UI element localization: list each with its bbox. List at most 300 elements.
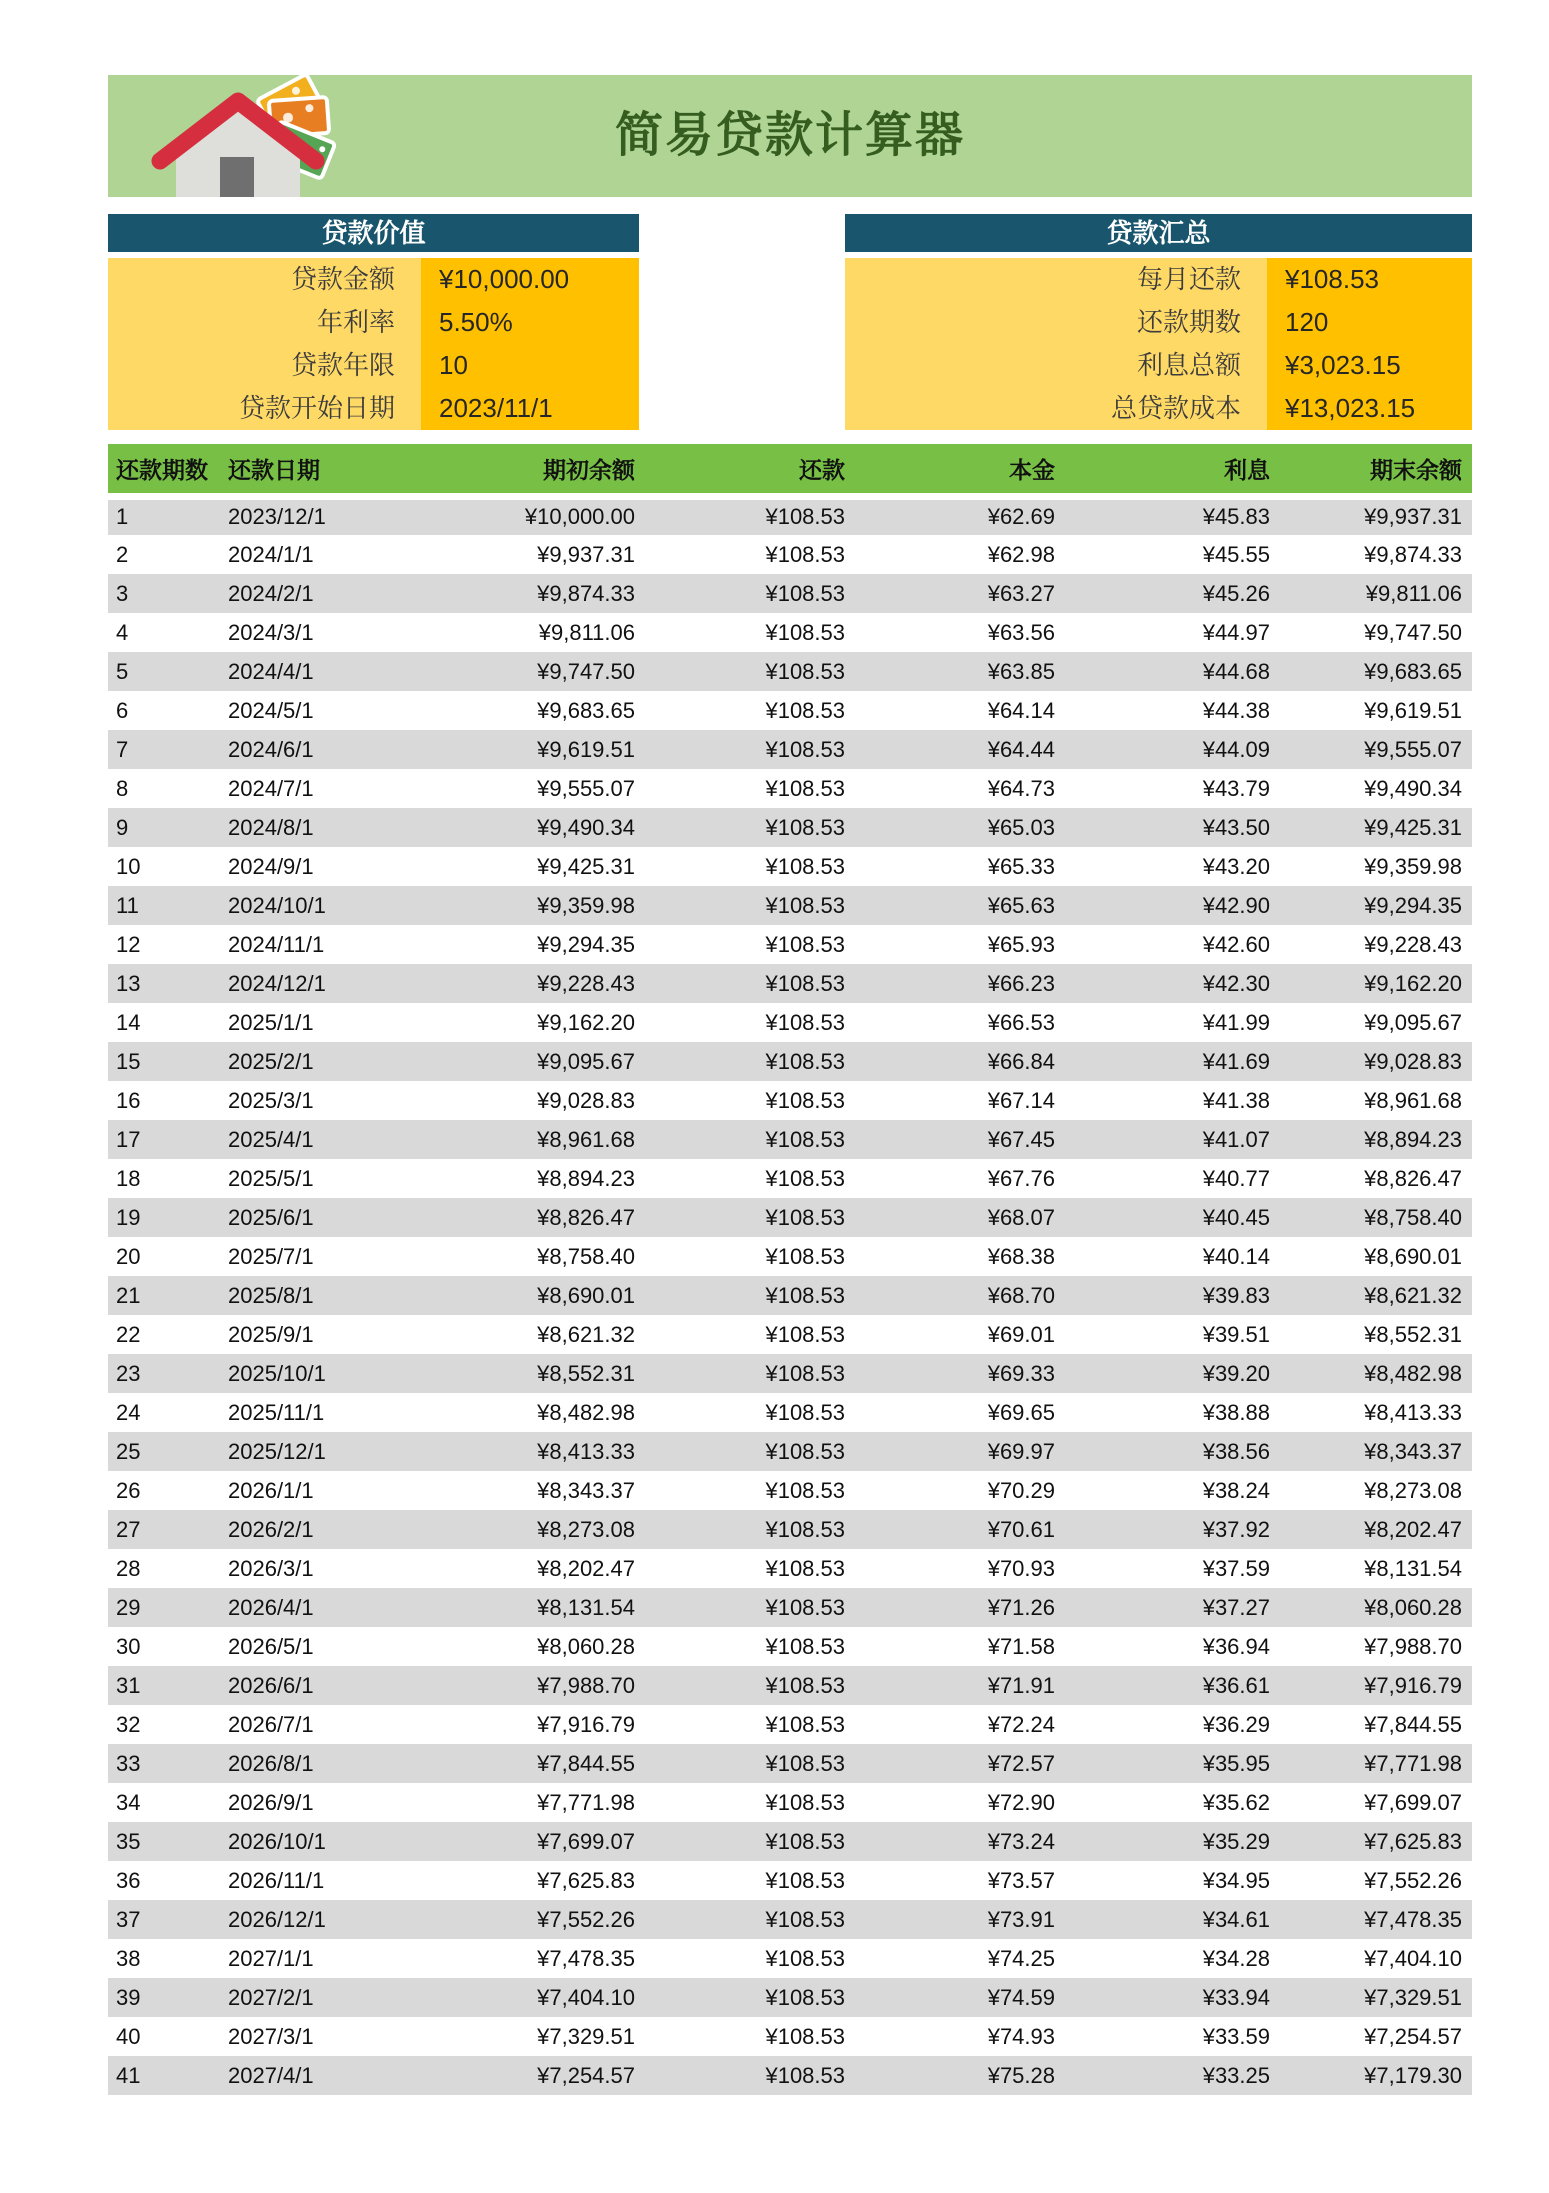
- cell-interest: ¥34.95: [1202, 1867, 1270, 1893]
- cell-ending-balance: ¥8,961.68: [1364, 1087, 1462, 1113]
- table-row: [108, 2017, 1472, 2056]
- cell-ending-balance: ¥9,162.20: [1364, 970, 1462, 996]
- cell-payment: ¥108.53: [765, 697, 845, 723]
- table-row: [108, 1315, 1472, 1354]
- table-row: [108, 1705, 1472, 1744]
- table-row: [108, 964, 1472, 1003]
- loan-summary-table: [845, 214, 1472, 430]
- cell-payment: ¥108.53: [765, 619, 845, 645]
- cell-principal: ¥71.91: [987, 1672, 1055, 1698]
- cell-beginning-balance: ¥7,988.70: [537, 1672, 635, 1698]
- cell-date: 2025/10/1: [228, 1360, 326, 1386]
- table-row: [108, 1939, 1472, 1978]
- table-row: [108, 574, 1472, 613]
- cell-payment: ¥108.53: [765, 1945, 845, 1971]
- cell-payment: ¥108.53: [765, 1438, 845, 1464]
- cell-principal: ¥70.93: [987, 1555, 1055, 1581]
- cell-ending-balance: ¥8,131.54: [1364, 1555, 1462, 1581]
- cell-period: 30: [116, 1633, 141, 1659]
- cell-principal: ¥72.57: [987, 1750, 1055, 1776]
- cell-principal: ¥70.61: [987, 1516, 1055, 1542]
- cell-period: 13: [116, 970, 141, 996]
- cell-payment: ¥108.53: [765, 931, 845, 957]
- cell-date: 2026/6/1: [228, 1672, 314, 1698]
- table-row: [108, 1549, 1472, 1588]
- cell-beginning-balance: ¥8,060.28: [537, 1633, 635, 1659]
- cell-ending-balance: ¥7,179.30: [1364, 2062, 1462, 2088]
- num-payments-label: 还款期数: [845, 301, 1267, 344]
- cell-period: 5: [116, 658, 129, 684]
- cell-payment: ¥108.53: [765, 1594, 845, 1620]
- cell-principal: ¥73.57: [987, 1867, 1055, 1893]
- cell-interest: ¥36.94: [1202, 1633, 1270, 1659]
- cell-interest: ¥42.60: [1202, 931, 1270, 957]
- cell-payment: ¥108.53: [765, 1126, 845, 1152]
- cell-principal: ¥63.85: [987, 658, 1055, 684]
- cell-ending-balance: ¥8,621.32: [1364, 1282, 1462, 1308]
- cell-period: 39: [116, 1984, 141, 2010]
- cell-period: 37: [116, 1906, 141, 1932]
- cell-period: 9: [116, 814, 129, 840]
- cell-period: 41: [116, 2062, 141, 2088]
- cell-beginning-balance: ¥9,028.83: [537, 1087, 635, 1113]
- cell-payment: ¥108.53: [765, 1282, 845, 1308]
- cell-period: 32: [116, 1711, 141, 1737]
- cell-ending-balance: ¥8,894.23: [1364, 1126, 1462, 1152]
- cell-interest: ¥43.20: [1202, 853, 1270, 879]
- table-row: [108, 1588, 1472, 1627]
- cell-interest: ¥45.83: [1202, 504, 1270, 530]
- cell-date: 2027/4/1: [228, 2062, 314, 2088]
- cell-date: 2025/1/1: [228, 1009, 314, 1035]
- cell-interest: ¥39.51: [1202, 1321, 1270, 1347]
- cell-beginning-balance: ¥9,874.33: [537, 580, 635, 606]
- cell-ending-balance: ¥9,811.06: [1365, 580, 1462, 606]
- cell-date: 2024/7/1: [228, 775, 314, 801]
- cell-ending-balance: ¥9,425.31: [1364, 814, 1462, 840]
- cell-ending-balance: ¥8,273.08: [1364, 1477, 1462, 1503]
- loan-values-title: 贷款价值: [108, 214, 639, 252]
- cell-beginning-balance: ¥8,894.23: [537, 1165, 635, 1191]
- cell-payment: ¥108.53: [765, 1750, 845, 1776]
- cell-payment: ¥108.53: [765, 1672, 845, 1698]
- table-row: [108, 1900, 1472, 1939]
- cell-principal: ¥68.07: [987, 1204, 1055, 1230]
- cell-date: 2025/4/1: [228, 1126, 314, 1152]
- page-title: 简易贷款计算器: [614, 109, 965, 162]
- cell-interest: ¥41.07: [1202, 1126, 1270, 1152]
- cell-beginning-balance: ¥9,294.35: [537, 931, 635, 957]
- cell-ending-balance: ¥7,404.10: [1364, 1945, 1462, 1971]
- cell-interest: ¥38.56: [1202, 1438, 1270, 1464]
- cell-ending-balance: ¥9,359.98: [1364, 853, 1462, 879]
- cell-principal: ¥72.90: [987, 1789, 1055, 1815]
- cell-payment: ¥108.53: [765, 1243, 845, 1269]
- loan-amount-value[interactable]: ¥10,000.00: [421, 258, 639, 301]
- cell-beginning-balance: ¥8,621.32: [537, 1321, 635, 1347]
- cell-interest: ¥41.99: [1202, 1009, 1270, 1035]
- cell-beginning-balance: ¥7,404.10: [537, 1984, 635, 2010]
- cell-period: 10: [116, 853, 141, 879]
- cell-date: 2024/4/1: [228, 658, 314, 684]
- cell-principal: ¥74.59: [987, 1984, 1055, 2010]
- table-row: [108, 1276, 1472, 1315]
- cell-ending-balance: ¥9,294.35: [1364, 892, 1462, 918]
- cell-ending-balance: ¥9,874.33: [1364, 541, 1462, 567]
- cell-principal: ¥73.24: [987, 1828, 1055, 1854]
- cell-ending-balance: ¥7,329.51: [1364, 1984, 1462, 2010]
- cell-date: 2026/12/1: [228, 1906, 326, 1932]
- cell-payment: ¥108.53: [765, 1165, 845, 1191]
- cell-ending-balance: ¥7,699.07: [1364, 1789, 1462, 1815]
- cell-ending-balance: ¥8,758.40: [1364, 1204, 1462, 1230]
- title-banner: [108, 75, 1472, 197]
- cell-interest: ¥40.77: [1202, 1165, 1270, 1191]
- cell-beginning-balance: ¥8,413.33: [537, 1438, 635, 1464]
- cell-interest: ¥44.38: [1202, 697, 1270, 723]
- cell-interest: ¥45.26: [1202, 580, 1270, 606]
- table-row: [108, 808, 1472, 847]
- cell-period: 6: [116, 697, 129, 723]
- cell-date: 2026/2/1: [228, 1516, 314, 1542]
- cell-payment: ¥108.53: [765, 1633, 845, 1659]
- cell-date: 2024/1/1: [228, 541, 314, 567]
- col-header-period: 还款期数: [108, 444, 222, 496]
- cell-ending-balance: ¥9,228.43: [1364, 931, 1462, 957]
- cell-payment: ¥108.53: [765, 1984, 845, 2010]
- cell-payment: ¥108.53: [765, 541, 845, 567]
- table-row: [108, 1861, 1472, 1900]
- table-row: [108, 769, 1472, 808]
- cell-interest: ¥44.09: [1202, 736, 1270, 762]
- cell-date: 2024/2/1: [228, 580, 314, 606]
- cell-period: 23: [116, 1360, 141, 1386]
- cell-interest: ¥37.27: [1202, 1594, 1270, 1620]
- table-header-row: [108, 444, 1472, 496]
- cell-date: 2025/9/1: [228, 1321, 314, 1347]
- cell-period: 14: [116, 1009, 141, 1035]
- cell-period: 1: [116, 504, 129, 530]
- cell-interest: ¥39.83: [1202, 1282, 1270, 1308]
- table-row: [108, 1510, 1472, 1549]
- cell-period: 40: [116, 2023, 141, 2049]
- loan-term-value[interactable]: 10: [421, 344, 639, 387]
- monthly-payment-row: [845, 258, 1472, 301]
- annual-rate-label: 年利率: [108, 301, 421, 344]
- cell-date: 2026/3/1: [228, 1555, 314, 1581]
- cell-date: 2026/4/1: [228, 1594, 314, 1620]
- cell-beginning-balance: ¥9,162.20: [537, 1009, 635, 1035]
- cell-ending-balance: ¥8,552.31: [1364, 1321, 1462, 1347]
- col-header-payment: 还款: [645, 444, 855, 496]
- cell-ending-balance: ¥7,625.83: [1364, 1828, 1462, 1854]
- cell-payment: ¥108.53: [765, 2062, 845, 2088]
- table-row: [108, 730, 1472, 769]
- cell-interest: ¥38.24: [1202, 1477, 1270, 1503]
- cell-ending-balance: ¥8,060.28: [1364, 1594, 1462, 1620]
- loan-values-table: [108, 214, 639, 430]
- table-row: [108, 1081, 1472, 1120]
- cell-payment: ¥108.53: [765, 658, 845, 684]
- cell-payment: ¥108.53: [765, 1516, 845, 1542]
- monthly-payment-value: ¥108.53: [1267, 258, 1472, 301]
- cell-interest: ¥37.59: [1202, 1555, 1270, 1581]
- cell-period: 16: [116, 1087, 141, 1113]
- cell-beginning-balance: ¥9,228.43: [537, 970, 635, 996]
- cell-date: 2027/3/1: [228, 2023, 314, 2049]
- table-row: [108, 1666, 1472, 1705]
- cell-ending-balance: ¥7,916.79: [1364, 1672, 1462, 1698]
- cell-ending-balance: ¥7,254.57: [1364, 2023, 1462, 2049]
- cell-date: 2025/3/1: [228, 1087, 314, 1113]
- table-row: [108, 1237, 1472, 1276]
- cell-date: 2025/12/1: [228, 1438, 326, 1464]
- cell-principal: ¥67.76: [987, 1165, 1055, 1191]
- summary-section: [108, 214, 1472, 430]
- cell-interest: ¥44.68: [1202, 658, 1270, 684]
- cell-date: 2024/5/1: [228, 697, 314, 723]
- cell-payment: ¥108.53: [765, 1867, 845, 1893]
- cell-period: 33: [116, 1750, 141, 1776]
- cell-ending-balance: ¥7,478.35: [1364, 1906, 1462, 1932]
- cell-payment: ¥108.53: [765, 580, 845, 606]
- cell-principal: ¥68.38: [987, 1243, 1055, 1269]
- cell-payment: ¥108.53: [765, 1828, 845, 1854]
- cell-period: 19: [116, 1204, 141, 1230]
- cell-beginning-balance: ¥8,690.01: [537, 1282, 635, 1308]
- cell-ending-balance: ¥9,619.51: [1364, 697, 1462, 723]
- cell-ending-balance: ¥7,552.26: [1364, 1867, 1462, 1893]
- cell-principal: ¥69.01: [987, 1321, 1055, 1347]
- cell-interest: ¥37.92: [1202, 1516, 1270, 1542]
- cell-beginning-balance: ¥7,771.98: [537, 1789, 635, 1815]
- cell-interest: ¥34.28: [1202, 1945, 1270, 1971]
- cell-period: 2: [116, 541, 129, 567]
- cell-beginning-balance: ¥8,961.68: [537, 1126, 635, 1152]
- cell-ending-balance: ¥9,028.83: [1364, 1048, 1462, 1074]
- cell-interest: ¥36.29: [1202, 1711, 1270, 1737]
- cell-period: 22: [116, 1321, 141, 1347]
- cell-beginning-balance: ¥7,916.79: [537, 1711, 635, 1737]
- cell-interest: ¥33.94: [1202, 1984, 1270, 2010]
- cell-principal: ¥75.28: [987, 2062, 1055, 2088]
- table-row: [108, 1354, 1472, 1393]
- cell-period: 17: [116, 1126, 141, 1152]
- cell-period: 8: [116, 775, 129, 801]
- house-money-icon: [138, 65, 338, 197]
- cell-principal: ¥69.65: [987, 1399, 1055, 1425]
- cell-period: 24: [116, 1399, 141, 1425]
- cell-ending-balance: ¥7,988.70: [1364, 1633, 1462, 1659]
- cell-beginning-balance: ¥7,552.26: [537, 1906, 635, 1932]
- cell-period: 35: [116, 1828, 141, 1854]
- cell-date: 2024/8/1: [228, 814, 314, 840]
- cell-period: 36: [116, 1867, 141, 1893]
- cell-interest: ¥36.61: [1202, 1672, 1270, 1698]
- cell-date: 2025/6/1: [228, 1204, 314, 1230]
- cell-principal: ¥62.69: [987, 504, 1055, 530]
- cell-beginning-balance: ¥8,343.37: [537, 1477, 635, 1503]
- cell-payment: ¥108.53: [765, 1204, 845, 1230]
- table-row: [108, 1198, 1472, 1237]
- cell-beginning-balance: ¥9,811.06: [538, 619, 635, 645]
- cell-payment: ¥108.53: [765, 1399, 845, 1425]
- cell-beginning-balance: ¥8,482.98: [537, 1399, 635, 1425]
- start-date-value[interactable]: 2023/11/1: [421, 387, 639, 430]
- cell-ending-balance: ¥8,343.37: [1364, 1438, 1462, 1464]
- cell-principal: ¥64.44: [987, 736, 1055, 762]
- table-row: [108, 847, 1472, 886]
- cell-interest: ¥43.79: [1202, 775, 1270, 801]
- cell-period: 11: [116, 892, 139, 918]
- cell-ending-balance: ¥7,771.98: [1364, 1750, 1462, 1776]
- cell-date: 2026/9/1: [228, 1789, 314, 1815]
- loan-amount-label: 贷款金额: [108, 258, 421, 301]
- cell-payment: ¥108.53: [765, 853, 845, 879]
- cell-date: 2025/11/1: [228, 1399, 325, 1425]
- cell-principal: ¥66.23: [987, 970, 1055, 996]
- cell-date: 2024/6/1: [228, 736, 314, 762]
- cell-ending-balance: ¥8,690.01: [1364, 1243, 1462, 1269]
- cell-date: 2026/7/1: [228, 1711, 314, 1737]
- cell-payment: ¥108.53: [765, 2023, 845, 2049]
- cell-principal: ¥64.14: [987, 697, 1055, 723]
- cell-payment: ¥108.53: [765, 1009, 845, 1035]
- cell-beginning-balance: ¥7,478.35: [537, 1945, 635, 1971]
- cell-ending-balance: ¥9,683.65: [1364, 658, 1462, 684]
- table-row: [108, 1120, 1472, 1159]
- cell-principal: ¥63.27: [987, 580, 1055, 606]
- cell-period: 29: [116, 1594, 141, 1620]
- cell-principal: ¥74.93: [987, 2023, 1055, 2049]
- cell-date: 2023/12/1: [228, 504, 326, 530]
- cell-beginning-balance: ¥7,254.57: [537, 2062, 635, 2088]
- cell-principal: ¥68.70: [987, 1282, 1055, 1308]
- cell-date: 2024/12/1: [228, 970, 326, 996]
- cell-ending-balance: ¥7,844.55: [1364, 1711, 1462, 1737]
- cell-principal: ¥73.91: [987, 1906, 1055, 1932]
- total-cost-label: 总贷款成本: [845, 387, 1267, 430]
- cell-beginning-balance: ¥9,490.34: [537, 814, 635, 840]
- table-row: [108, 1159, 1472, 1198]
- cell-ending-balance: ¥9,747.50: [1364, 619, 1462, 645]
- cell-beginning-balance: ¥9,359.98: [537, 892, 635, 918]
- cell-date: 2025/8/1: [228, 1282, 314, 1308]
- loan-term-row: [108, 344, 639, 387]
- cell-beginning-balance: ¥8,758.40: [537, 1243, 635, 1269]
- cell-interest: ¥40.45: [1202, 1204, 1270, 1230]
- cell-ending-balance: ¥8,482.98: [1364, 1360, 1462, 1386]
- cell-principal: ¥72.24: [987, 1711, 1055, 1737]
- table-row: [108, 1471, 1472, 1510]
- cell-payment: ¥108.53: [765, 775, 845, 801]
- cell-date: 2024/3/1: [228, 619, 314, 645]
- table-row: [108, 1003, 1472, 1042]
- cell-date: 2025/7/1: [228, 1243, 314, 1269]
- annual-rate-value[interactable]: 5.50%: [421, 301, 639, 344]
- col-header-principal: 本金: [855, 444, 1065, 496]
- cell-principal: ¥71.26: [987, 1594, 1055, 1620]
- cell-interest: ¥33.25: [1202, 2062, 1270, 2088]
- cell-principal: ¥71.58: [987, 1633, 1055, 1659]
- table-row: [108, 613, 1472, 652]
- cell-interest: ¥44.97: [1202, 619, 1270, 645]
- table-row: [108, 535, 1472, 574]
- start-date-label: 贷款开始日期: [108, 387, 421, 430]
- table-row: [108, 925, 1472, 964]
- cell-date: 2025/2/1: [228, 1048, 314, 1074]
- cell-ending-balance: ¥9,555.07: [1364, 736, 1462, 762]
- cell-beginning-balance: ¥8,202.47: [537, 1555, 635, 1581]
- table-row: [108, 1783, 1472, 1822]
- cell-principal: ¥64.73: [987, 775, 1055, 801]
- start-date-row: [108, 387, 639, 430]
- cell-beginning-balance: ¥8,273.08: [537, 1516, 635, 1542]
- table-row: [108, 1822, 1472, 1861]
- cell-payment: ¥108.53: [765, 1360, 845, 1386]
- cell-beginning-balance: ¥9,619.51: [537, 736, 635, 762]
- amortization-table: [108, 444, 1472, 2095]
- cell-beginning-balance: ¥9,937.31: [537, 541, 635, 567]
- table-row: [108, 1978, 1472, 2017]
- cell-date: 2024/9/1: [228, 853, 314, 879]
- cell-date: 2027/2/1: [228, 1984, 314, 2010]
- cell-beginning-balance: ¥7,329.51: [537, 2023, 635, 2049]
- cell-principal: ¥70.29: [987, 1477, 1055, 1503]
- cell-interest: ¥39.20: [1202, 1360, 1270, 1386]
- cell-period: 28: [116, 1555, 141, 1581]
- cell-interest: ¥42.30: [1202, 970, 1270, 996]
- cell-principal: ¥65.93: [987, 931, 1055, 957]
- cell-interest: ¥40.14: [1202, 1243, 1270, 1269]
- cell-ending-balance: ¥9,937.31: [1364, 504, 1462, 530]
- cell-beginning-balance: ¥8,552.31: [537, 1360, 635, 1386]
- table-row: [108, 1432, 1472, 1471]
- cell-payment: ¥108.53: [765, 970, 845, 996]
- spreadsheet-page: [108, 0, 1472, 2095]
- cell-principal: ¥66.84: [987, 1048, 1055, 1074]
- cell-principal: ¥74.25: [987, 1945, 1055, 1971]
- loan-term-label: 贷款年限: [108, 344, 421, 387]
- cell-period: 15: [116, 1048, 141, 1074]
- cell-period: 27: [116, 1516, 141, 1542]
- loan-summary-title: 贷款汇总: [845, 214, 1472, 252]
- cell-period: 21: [116, 1282, 141, 1308]
- cell-payment: ¥108.53: [765, 1477, 845, 1503]
- cell-beginning-balance: ¥8,826.47: [537, 1204, 635, 1230]
- total-interest-value: ¥3,023.15: [1267, 344, 1472, 387]
- loan-amount-row: [108, 258, 639, 301]
- monthly-payment-label: 每月还款: [845, 258, 1267, 301]
- col-header-beginning-balance: 期初余额: [420, 444, 645, 496]
- cell-date: 2026/10/1: [228, 1828, 326, 1854]
- cell-date: 2026/1/1: [228, 1477, 314, 1503]
- cell-beginning-balance: ¥10,000.00: [524, 504, 635, 530]
- cell-ending-balance: ¥9,095.67: [1364, 1009, 1462, 1035]
- annual-rate-row: [108, 301, 639, 344]
- cell-beginning-balance: ¥7,699.07: [537, 1828, 635, 1854]
- cell-interest: ¥35.29: [1202, 1828, 1270, 1854]
- cell-period: 20: [116, 1243, 141, 1269]
- cell-ending-balance: ¥8,413.33: [1364, 1399, 1462, 1425]
- cell-payment: ¥108.53: [765, 1087, 845, 1113]
- cell-principal: ¥66.53: [987, 1009, 1055, 1035]
- col-header-date: 还款日期: [222, 444, 420, 496]
- cell-principal: ¥67.14: [987, 1087, 1055, 1113]
- cell-principal: ¥65.33: [987, 853, 1055, 879]
- cell-period: 3: [116, 580, 129, 606]
- cell-date: 2026/11/1: [228, 1867, 325, 1893]
